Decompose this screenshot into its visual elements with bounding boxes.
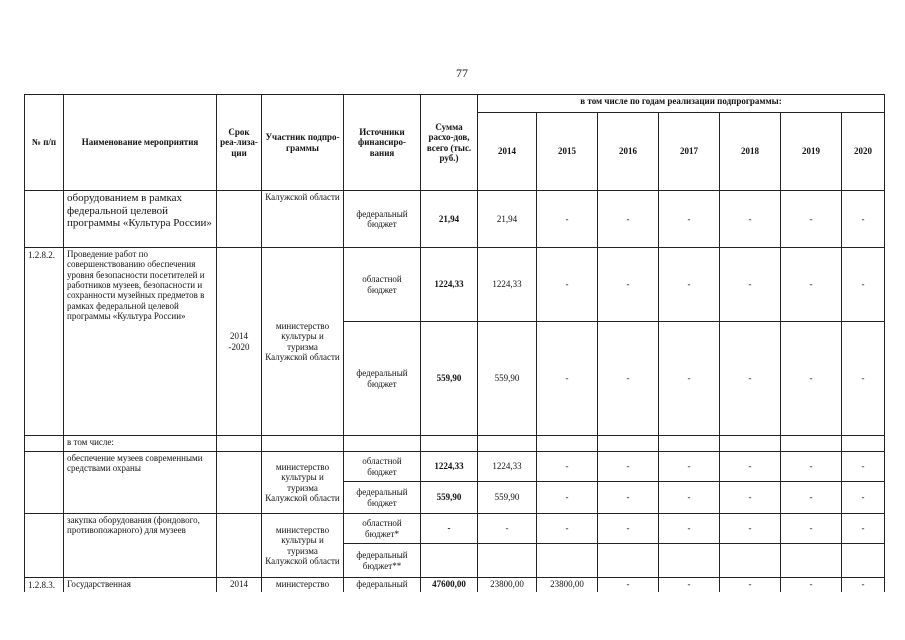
cell-source: федеральный бюджет** xyxy=(344,544,421,578)
cell-empty xyxy=(842,544,885,578)
cell-empty xyxy=(478,436,537,452)
cell-2015: - xyxy=(537,452,598,482)
cell-empty xyxy=(781,436,842,452)
cell-empty xyxy=(478,544,537,578)
cell-name: оборудованием в рамках федеральной целевой программы «Культура России» xyxy=(64,191,217,248)
table-row-1283 xyxy=(25,578,885,592)
header-years-group: в том числе по годам реализации подпрограммы: xyxy=(478,95,885,113)
header-name: Наименование мероприятия xyxy=(64,95,217,191)
cell-2016: - xyxy=(598,322,659,436)
cell-2020: - xyxy=(842,322,885,436)
cell-2015: - xyxy=(537,482,598,514)
cell-srok-empty xyxy=(217,452,262,514)
table-row-1282-regional xyxy=(25,248,885,322)
cell-num: 1.2.8.3. xyxy=(25,578,64,592)
cell-empty xyxy=(598,544,659,578)
cell-num-empty xyxy=(25,514,64,578)
cell-participant: министерство культуры и туризма Калужской области xyxy=(262,248,344,436)
cell-2016: - xyxy=(598,452,659,482)
cell-empty xyxy=(344,436,421,452)
cell-2017: - xyxy=(659,191,720,248)
cell-2014: 23800,00 xyxy=(478,578,537,592)
cell-2018: - xyxy=(720,191,781,248)
cell-empty xyxy=(598,436,659,452)
cell-source: федеральный бюджет xyxy=(344,191,421,248)
cell-2014: 559,90 xyxy=(478,482,537,514)
cell-empty xyxy=(720,544,781,578)
cell-2016: - xyxy=(598,578,659,592)
header-year-2019: 2019 xyxy=(781,113,842,191)
cell-sum: 21,94 xyxy=(421,191,478,248)
cell-source: областной бюджет* xyxy=(344,514,421,544)
cell-empty xyxy=(537,436,598,452)
cell-2018: - xyxy=(720,322,781,436)
header-row-1 xyxy=(25,95,885,113)
cell-sum: 1224,33 xyxy=(421,248,478,322)
cell-2018: - xyxy=(720,482,781,514)
table-row-security-regional xyxy=(25,452,885,482)
cell-2017: - xyxy=(659,322,720,436)
cell-2017: - xyxy=(659,578,720,592)
header-year-2017: 2017 xyxy=(659,113,720,191)
cell-2018: - xyxy=(720,452,781,482)
cell-2015: - xyxy=(537,514,598,544)
header-year-2020: 2020 xyxy=(842,113,885,191)
cell-2016: - xyxy=(598,191,659,248)
cell-name: обеспечение музеев современными средствами охраны xyxy=(64,452,217,514)
cell-source: областной бюджет xyxy=(344,248,421,322)
cell-empty xyxy=(217,436,262,452)
cell-empty xyxy=(25,436,64,452)
cell-srok-empty xyxy=(217,514,262,578)
cell-2018: - xyxy=(720,578,781,592)
header-year-2018: 2018 xyxy=(720,113,781,191)
cell-2019: - xyxy=(781,482,842,514)
cell-2017: - xyxy=(659,482,720,514)
cell-2014: 1224,33 xyxy=(478,452,537,482)
cell-2020: - xyxy=(842,482,885,514)
cell-participant: Калужской области xyxy=(262,191,344,248)
cell-2017: - xyxy=(659,452,720,482)
cell-2017: - xyxy=(659,248,720,322)
header-year-2016: 2016 xyxy=(598,113,659,191)
cell-2015: 23800,00 xyxy=(537,578,598,592)
cell-name: Государственная xyxy=(64,578,217,592)
table-row-including xyxy=(25,436,885,452)
cell-2020: - xyxy=(842,514,885,544)
budget-table xyxy=(24,94,885,592)
header-year-2015: 2015 xyxy=(537,113,598,191)
cell-num-empty xyxy=(25,191,64,248)
page-number: 77 xyxy=(456,66,468,80)
cell-2015: - xyxy=(537,248,598,322)
cell-empty xyxy=(421,436,478,452)
cell-2019: - xyxy=(781,322,842,436)
cell-2020: - xyxy=(842,578,885,592)
cell-name: в том числе: xyxy=(64,436,217,452)
cell-2014: 559,90 xyxy=(478,322,537,436)
cell-2019: - xyxy=(781,514,842,544)
cell-2015: - xyxy=(537,322,598,436)
cell-sum: 559,90 xyxy=(421,482,478,514)
cell-participant: министерство xyxy=(262,578,344,592)
cell-empty xyxy=(842,436,885,452)
cell-sum: - xyxy=(421,514,478,544)
cell-2019: - xyxy=(781,248,842,322)
header-sum: Сумма расхо-дов, всего (тыс. руб.) xyxy=(421,95,478,191)
cell-participant: министерство культуры и туризма Калужской области xyxy=(262,452,344,514)
cell-2017: - xyxy=(659,514,720,544)
cell-2020: - xyxy=(842,191,885,248)
header-source: Источники финансиро-вания xyxy=(344,95,421,191)
cell-empty xyxy=(537,544,598,578)
cell-2018: - xyxy=(720,248,781,322)
cell-sum: 47600,00 xyxy=(421,578,478,592)
cell-empty xyxy=(720,436,781,452)
header-num: № п/п xyxy=(25,95,64,191)
cell-2019: - xyxy=(781,578,842,592)
cell-participant: министерство культуры и туризма Калужской области xyxy=(262,514,344,578)
cell-2019: - xyxy=(781,452,842,482)
table-row-continuation xyxy=(25,191,885,248)
cell-2015: - xyxy=(537,191,598,248)
cell-name: Проведение работ по совершенствованию обеспечения уровня безопасности посетителей и работников музеев, безопасности и сохранности музейных предметов в рамках федеральной целевой программы «Культура России» xyxy=(64,248,217,436)
cell-empty xyxy=(781,544,842,578)
cell-empty xyxy=(421,544,478,578)
cell-2020: - xyxy=(842,248,885,322)
cell-2016: - xyxy=(598,482,659,514)
header-year-2014: 2014 xyxy=(478,113,537,191)
cell-sum: 1224,33 xyxy=(421,452,478,482)
cell-2019: - xyxy=(781,191,842,248)
cell-source: областной бюджет xyxy=(344,452,421,482)
cell-2014: 21,94 xyxy=(478,191,537,248)
header-participant: Участник подпро-граммы xyxy=(262,95,344,191)
cell-srok: 2014 xyxy=(217,578,262,592)
cell-2016: - xyxy=(598,248,659,322)
cell-2020: - xyxy=(842,452,885,482)
cell-empty xyxy=(659,544,720,578)
cell-srok: 2014 -2020 xyxy=(217,248,262,436)
cell-empty xyxy=(262,436,344,452)
cell-2014: - xyxy=(478,514,537,544)
cell-2014: 1224,33 xyxy=(478,248,537,322)
header-srok: Срок реа-лиза-ции xyxy=(217,95,262,191)
cell-num: 1.2.8.2. xyxy=(25,248,64,436)
cell-source: федеральный бюджет xyxy=(344,482,421,514)
cell-name: закупка оборудования (фондового, противопожарного) для музеев xyxy=(64,514,217,578)
cell-srok-empty xyxy=(217,191,262,248)
cell-sum: 559,90 xyxy=(421,322,478,436)
cell-empty xyxy=(659,436,720,452)
cell-2018: - xyxy=(720,514,781,544)
cell-source: федеральный бюджет xyxy=(344,322,421,436)
cell-num-empty xyxy=(25,452,64,514)
cell-source: федеральный xyxy=(344,578,421,592)
table-row-equipment-regional xyxy=(25,514,885,544)
cell-2016: - xyxy=(598,514,659,544)
